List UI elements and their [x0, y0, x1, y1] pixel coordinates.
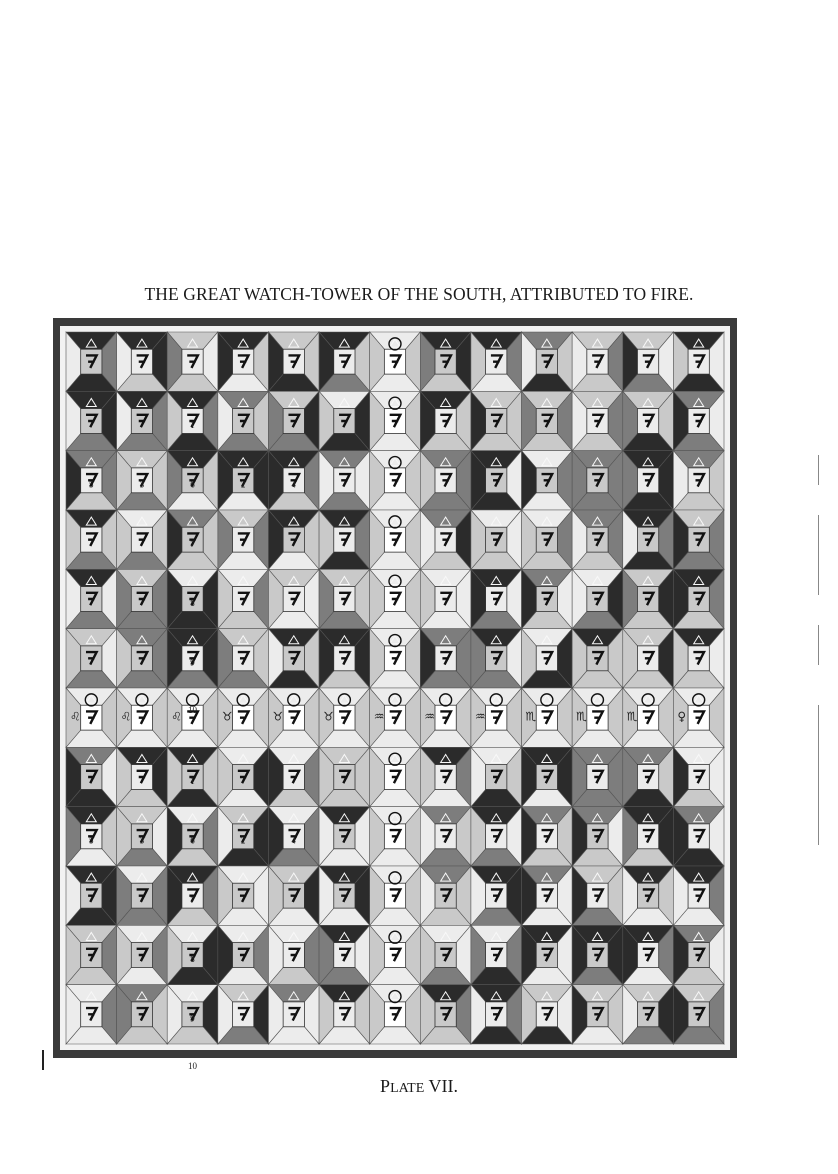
sephira-number-upper-left: 3 [139, 479, 145, 490]
watch-tower-tablet [60, 326, 730, 1071]
plate-caption [0, 1076, 838, 1097]
sephira-number-upper-left: 5 [89, 479, 94, 490]
caption-initial: P [380, 1076, 391, 1096]
tablet-grid [60, 326, 730, 1071]
sephira-number-lower-left: 5 [89, 835, 94, 846]
sephira-number-lower-left: 4 [291, 835, 297, 846]
sephira-number-lower-left: 2 [240, 835, 246, 846]
page-edge-marks [818, 455, 821, 855]
zodiac-sign-label: ♏ [576, 709, 587, 724]
sephira-number-upper-left: 1 [190, 420, 195, 431]
sephira-number-lower-left: 8 [190, 954, 195, 965]
sephira-number-lower-left: 6 [190, 835, 195, 846]
sephira-number-lower-left: 7 [190, 894, 195, 905]
sephira-number-upper-left: 6 [190, 479, 195, 490]
sephira-number-lower-left: 10 [188, 1060, 198, 1071]
sephira-number-lower-left: 9 [190, 1013, 195, 1024]
zodiac-sign-label: ♌ [171, 709, 182, 724]
sephira-number-upper-left: 4 [291, 479, 297, 490]
caption-number: VII. [424, 1076, 458, 1096]
zodiac-sign-label: ♌ [120, 709, 132, 724]
sephira-number-upper-left: 7 [190, 538, 195, 549]
zodiac-sign-label: ♉ [323, 709, 334, 724]
sephira-number-lower-left: 1 [190, 776, 195, 787]
sephira-number-upper-left: 9 [190, 657, 195, 668]
margin-rule [42, 1050, 44, 1070]
zodiac-sign-label: ♒ [474, 709, 486, 724]
zodiac-sign-label: ♌ [70, 709, 81, 724]
sephira-number-upper-left: 2 [240, 479, 246, 490]
sephira-number-upper-left: 8 [190, 598, 195, 609]
caption-small-caps: LATE [390, 1081, 425, 1096]
sephira-number-upper-left: 10 [188, 704, 198, 715]
zodiac-sign-label: ♏ [626, 709, 638, 724]
plate-title: THE GREAT WATCH-TOWER OF THE SOUTH, ATTRIBUTED TO FIRE. [144, 284, 694, 304]
sephira-number-lower-left: 3 [139, 835, 145, 846]
zodiac-sign-label: ♒ [373, 709, 385, 724]
zodiac-sign-label: ♀ [677, 709, 687, 724]
zodiac-sign-label: ♉ [272, 709, 284, 724]
zodiac-sign-label: ♒ [424, 709, 436, 724]
zodiac-sign-label: ♉ [221, 709, 233, 724]
zodiac-sign-label: ♏ [525, 709, 537, 724]
